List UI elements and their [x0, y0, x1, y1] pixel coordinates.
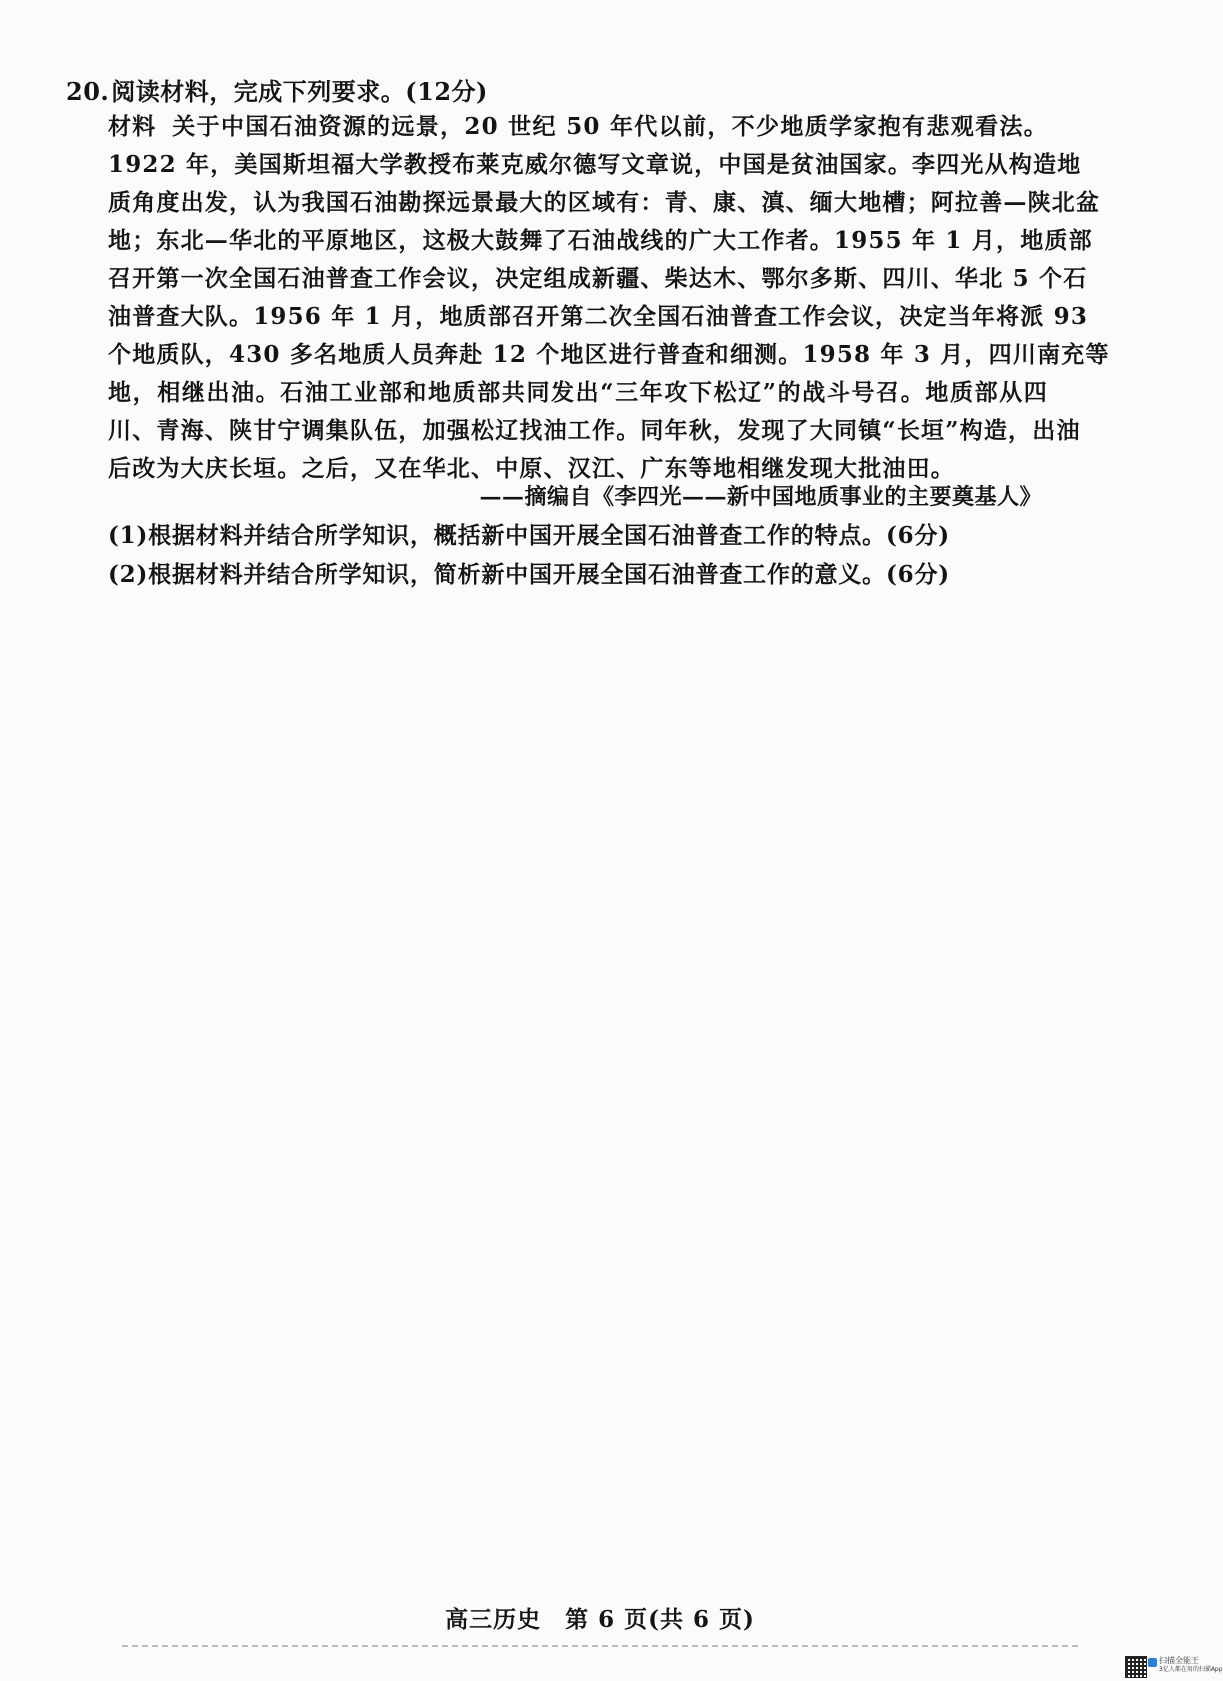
scanner-app-icon [1148, 1658, 1157, 1667]
material-line: 1922 年，美国斯坦福大学教授布莱克威尔德写文章说，中国是贫油国家。李四光从构造地 [108, 151, 1082, 178]
question-number: 20. [66, 77, 110, 106]
material-source: ——摘编自《李四光——新中国地质事业的主要奠基人》 [479, 484, 1042, 510]
material-line: 后改为大庆长垣。之后，又在华北、中原、汉江、广东等地相继发现大批油田。 [108, 455, 955, 482]
footer-divider [122, 1645, 1078, 1647]
material-line: 地；东北—华北的平原地区，这极大鼓舞了石油战线的广大工作者。1955 年 1 月，地质部 [108, 227, 1093, 254]
material-line: 川、青海、陕甘宁调集队伍，加强松辽找油工作。同年秋，发现了大同镇“长垣”构造，出油 [108, 417, 1081, 444]
material-passage [108, 108, 1110, 488]
subquestion-2: (2)根据材料并结合所学知识，简析新中国开展全国石油普查工作的意义。(6分) [108, 561, 950, 588]
material-line: 油普查大队。1956 年 1 月，地质部召开第二次全国石油普查工作会议，决定当年将派 93 [108, 303, 1089, 330]
material-line: 地，相继出油。石油工业部和地质部共同发出“三年攻下松辽”的战斗号召。地质部从四 [108, 379, 1048, 406]
subquestion-1: (1)根据材料并结合所学知识，概括新中国开展全国石油普查工作的特点。(6分) [108, 522, 950, 549]
material-line: 个地质队，430 多名地质人员奔赴 12 个地区进行普查和细测。1958 年 3 月，四川南充等 [108, 341, 1110, 368]
material-label: 材料 [108, 113, 157, 140]
material-line: 召开第一次全国石油普查工作会议，决定组成新疆、柴达木、鄂尔多斯、四川、华北 5 个石 [108, 265, 1088, 292]
question-heading [66, 72, 488, 107]
material-line: 材料 关于中国石油资源的远景，20 世纪 50 年代以前，不少地质学家抱有悲观看法。 [108, 113, 1049, 140]
page-footer: 高三历史 第 6 页(共 6 页) [445, 1606, 755, 1633]
watermark-line-1: 扫描全能王 [1159, 1656, 1199, 1665]
question-prompt: 阅读材料，完成下列要求。(12分) [111, 77, 488, 106]
material-line: 质角度出发，认为我国石油勘探远景最大的区域有：青、康、滇、缅大地槽；阿拉善—陕北盆 [108, 189, 1101, 216]
qr-code-icon [1125, 1656, 1147, 1678]
watermark-line-2: 3亿人都在用的扫描App [1159, 1666, 1223, 1673]
scanner-watermark [1159, 1656, 1223, 1674]
